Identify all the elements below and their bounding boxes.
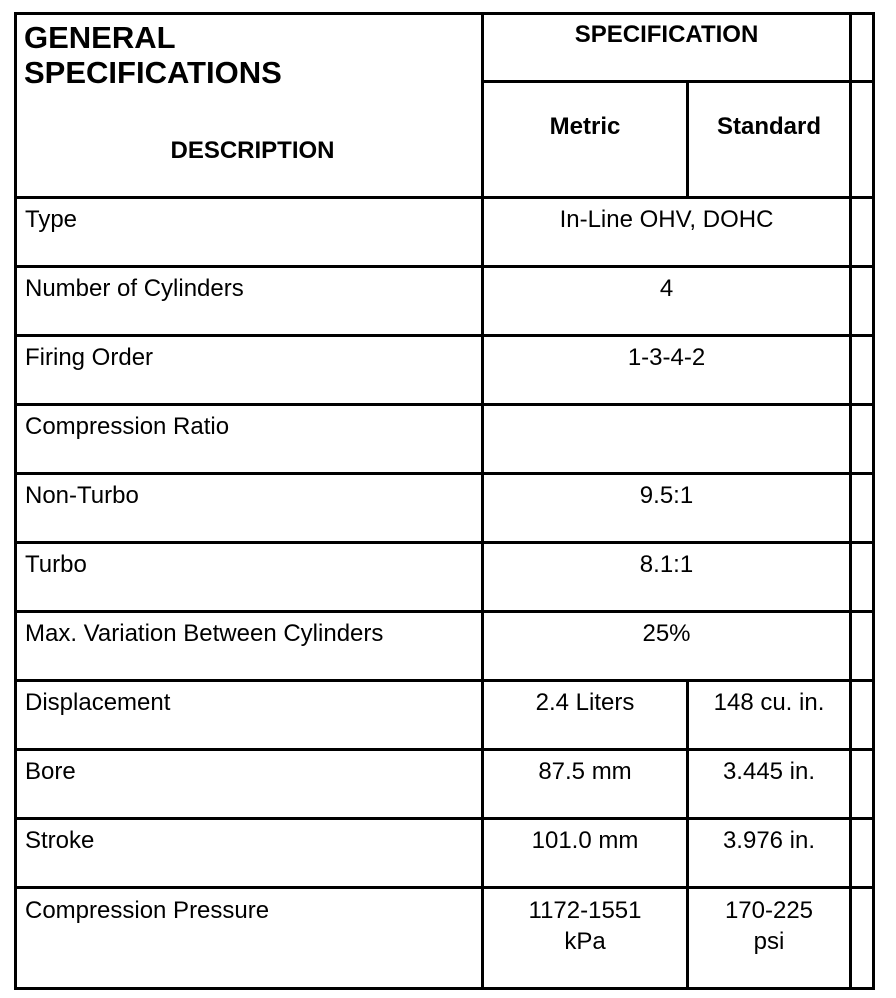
row-divider bbox=[14, 679, 875, 682]
row-description: Turbo bbox=[25, 551, 87, 578]
row-description: Type bbox=[25, 206, 78, 233]
description-header: DESCRIPTION bbox=[170, 137, 335, 164]
row-divider bbox=[14, 403, 875, 406]
header-subdivider bbox=[481, 80, 875, 83]
row-standard-value: 3.445 in. bbox=[722, 758, 816, 785]
row-divider bbox=[14, 196, 875, 199]
row-description: Firing Order bbox=[25, 344, 154, 371]
row-standard-value-line-1: 170-225 bbox=[724, 897, 814, 924]
row-description: Compression Pressure bbox=[25, 897, 270, 924]
row-description: Non-Turbo bbox=[25, 482, 139, 509]
row-metric-value: 101.0 mm bbox=[531, 827, 639, 854]
row-divider bbox=[14, 265, 875, 268]
row-description: Compression Ratio bbox=[25, 413, 230, 440]
row-description: Number of Cylinders bbox=[25, 275, 244, 302]
row-value: 25% bbox=[642, 620, 691, 647]
row-divider bbox=[14, 472, 875, 475]
row-metric-value-line-2: kPa bbox=[564, 928, 606, 955]
row-description: Displacement bbox=[25, 689, 171, 716]
row-description: Stroke bbox=[25, 827, 95, 854]
row-metric-value: 87.5 mm bbox=[538, 758, 632, 785]
row-value: 9.5:1 bbox=[639, 482, 694, 509]
title-line-1: GENERAL bbox=[24, 20, 176, 55]
row-description: Bore bbox=[25, 758, 76, 785]
row-divider bbox=[14, 817, 875, 820]
row-standard-value: 3.976 in. bbox=[722, 827, 816, 854]
row-divider bbox=[14, 748, 875, 751]
row-divider bbox=[14, 334, 875, 337]
row-value: 1-3-4-2 bbox=[627, 344, 706, 371]
row-value: 4 bbox=[659, 275, 674, 302]
row-standard-value-line-2: psi bbox=[753, 928, 785, 955]
row-standard-value: 148 cu. in. bbox=[713, 689, 825, 716]
row-value: 8.1:1 bbox=[639, 551, 694, 578]
row-divider bbox=[14, 886, 875, 889]
row-divider bbox=[14, 610, 875, 613]
table-title bbox=[24, 20, 282, 90]
metric-header: Metric bbox=[549, 113, 621, 140]
row-metric-value-line-1: 1172-1551 bbox=[528, 897, 642, 924]
row-description: Max. Variation Between Cylinders bbox=[25, 620, 384, 647]
row-metric-value: 2.4 Liters bbox=[535, 689, 635, 716]
row-value: In-Line OHV, DOHC bbox=[559, 206, 774, 233]
column-divider-right-inner bbox=[849, 12, 852, 990]
title-line-2: SPECIFICATIONS bbox=[24, 55, 282, 90]
row-divider bbox=[14, 541, 875, 544]
standard-header: Standard bbox=[716, 113, 821, 140]
specification-header: SPECIFICATION bbox=[574, 21, 759, 48]
